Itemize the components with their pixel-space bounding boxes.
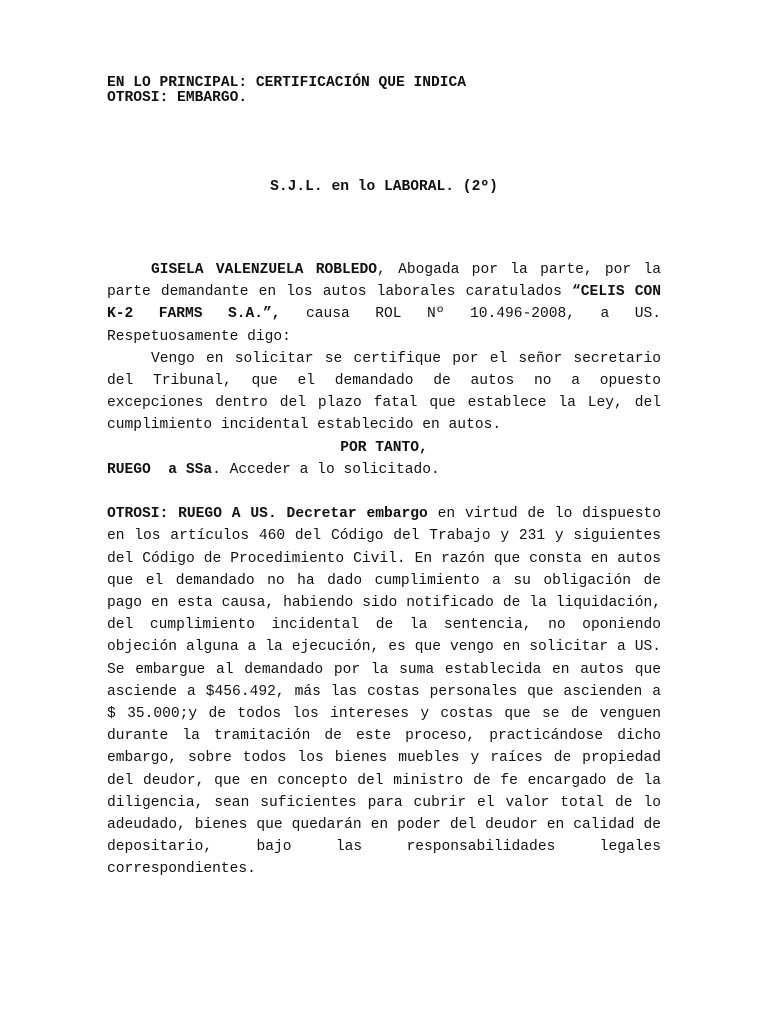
case-title: “CELIS CON K-2 FARMS S.A.”, <box>107 284 662 323</box>
heading-principal: EN LO PRINCIPAL: CERTIFICACIÓN QUE INDICA <box>107 75 467 91</box>
court-addressee: S.J.L. en lo LABORAL. (2º) <box>270 179 498 195</box>
spacer <box>107 481 661 503</box>
por-tanto: POR TANTO, <box>340 439 428 456</box>
intro-text-1: , Abogada por la parte, por la parte demandante en los autos laborales caratulados <box>107 262 661 301</box>
heading-otrosi: OTROSI: EMBARGO. <box>107 90 248 106</box>
intro-paragraph <box>107 259 661 348</box>
otrosi-paragraph <box>107 503 661 880</box>
otrosi-text: en virtud de lo dispuesto en los artículos 460 del Código del Trabajo y 231 y siguientes del Código de Procedimiento Civil. En razón que consta en autos que el demandado no ha dado cumplimiento a su obligación de pago en esta causa, habiendo sido notificado de la liquidación, del cumplimiento incidental de la sentencia, no oponiendo objeción alguna a la ejecución, es que vengo en solicitar a US. Se embargue al demandado por la suma establecida en autos que asciende a $456.492, más las costas personales que ascienden a $ 35.000;y de todos los intereses y costas que se de venguen durante la tramitación de este proceso, practicándose dicho embargo, sobre todos los bienes muebles y raíces de propiedad del deudor, que en concepto del ministro de fe encargado de la diligencia, sean suficientes para cubrir el valor total de lo adeudado, bienes que quedarán en poder del deudor en calidad de depositario, bajo las responsabilidades legales correspondientes. <box>107 506 662 878</box>
document-heading <box>107 76 466 106</box>
ruego-text: . Acceder a lo solicitado. <box>212 461 440 478</box>
ruego-paragraph <box>107 459 661 481</box>
otrosi-lead: OTROSI: RUEGO A US. Decretar embargo <box>107 506 428 523</box>
request-paragraph: Vengo en solicitar se certifique por el señor secretario del Tribunal, que el demandado de autos no a opuesto excepciones dentro del plazo fatal que establece la Ley, del cumplimiento incidental establecido en autos. <box>107 350 661 434</box>
document-body <box>107 259 661 881</box>
lawyer-name: GISELA VALENZUELA ROBLEDO <box>151 262 378 278</box>
ruego-lead: RUEGO a SSa <box>107 461 213 478</box>
intro-text-2: causa ROL Nº 10.496-2008, a US. Respetuosamente digo: <box>107 306 661 345</box>
